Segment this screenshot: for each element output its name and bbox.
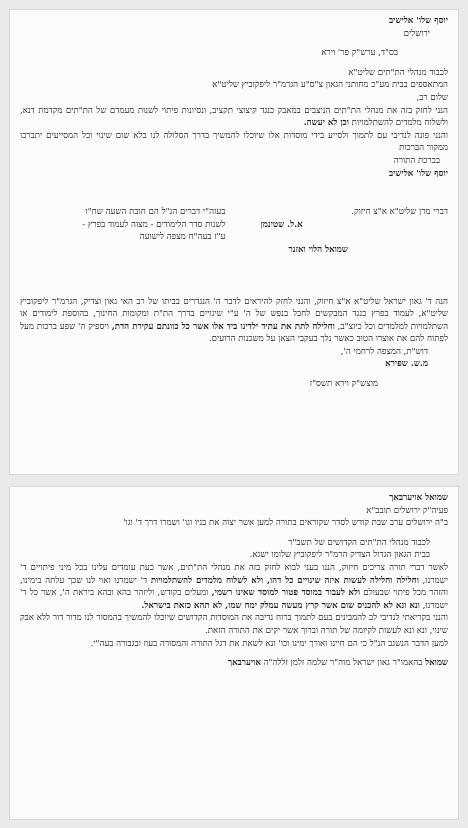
letter-paragraph: לאשר דברי תורה צריכים חיזוק, הננו בעני לבוא לחזק בזה את מנהלי הת"תים, אשר כעת עומדים עלינו בכל מיני פיתויים ד' ישמרנו, וחלילה וחלילה לעשות איזה שינויים כל דהו, ולא לשלוח מלמדים להשתלמויות ד' ישמרנו ואוי לנו שכך עלתה בימינו, והזהר מכל פיתוי שבעולם ולא לעבור במוסד פטור למוסד שאינו רשמי, ומעלים בקודש, וליזהר בהא ובהא ביראת ה', אשר כל ד' ישמרנו, ונא ונא לא להכניס שום אשר קרץ מעשה עמלק ימח שמו, לא תהא כזאת בישראל. [20, 562, 448, 611]
letter-date: מוצש"ק וירא תשס"ז [309, 379, 378, 390]
addressee-detail: המתאספים בבית מע"כ מחותני הגאון צ"ס"ע הגרמ"ר ליפקוביץ שליט"א [212, 80, 448, 91]
letter-date: בס"ד, ערש"ק פר' וירא [321, 48, 398, 59]
closing: בברכת התורה [393, 155, 440, 166]
addressee: לכבוד מנהלי הת"תים שליט"א [348, 67, 448, 78]
letter-paragraph: הנני לחזק בזה את מנהלי הת"תים הניצבים במאבק כנגד קיצוצי תקציב, ונסיונות פיתוי לשנות מעמדם של הת"תים מקדמת דנא, ולשלוח מלמדים להשתלמויות וכן לא יעשה. [20, 105, 448, 129]
greeting: שלום רב, [416, 92, 448, 103]
letter-paragraph: והנני פונה לנדיבי עם לתמוך ולסייע בידי מוסדות אלו שיוכלו להמשיך בדרך הסלולה לנו בלא שום שינוי וכל המסייעים יתברכו ממקור הברכות [20, 130, 448, 154]
author-city: ירושלים [403, 28, 430, 39]
letter-paragraph: הנה ד' גאון ישראל שליט"א א"צ חיזוק, והנני לחזק להיראים לדבר ה' הנגדרים בביתו של רב האי גאון וצדיק, הגרמ"ר ליפקוביץ שליט"א, לעמוד בפרץ כנגד המבקשים לחבל בנפש של ה' ע"י שינויים בדרך הת"ת ומקומות החינוך, בהוספת לימודים או השתלמויות למלמדים וכל כיוצ"ב, וחלילה לתת את עתיד ילדינו ביד אלו אשר כל כוונתם עקירת הדת, ויספיק ה' שפע ברכות מעל לפתוח להם את אוצרו הטוב כאשר נלך בעקבי הצאן על משכנות הרועים. [20, 296, 449, 345]
letter-paragraph: למען הדבר הנשגב הנ"ל כי הם חיינו ואורך ימינו וכו' ונא לשאת את דגל התורה והמסורה בעוז ובגבורה בעה"י. [90, 638, 448, 649]
endorsement-left: בעזה"י דברים הנ"ל הם חובת השעה שח"ו לשנות סדר הלימודים - מצוה לעמוד בפרץ - ע"ז בעה"ח מצפה לישועה [82, 207, 226, 243]
signature: מ.ש. שפירא [385, 359, 428, 370]
endorsement-right: דברי מרן שליט"א א"צ חיזוק. א.ל. שטינמן [243, 206, 448, 244]
author-name: שמואל אויערבאך [389, 493, 448, 503]
signature: יוסף שלו' אלישיב [389, 168, 448, 179]
letter-date: ב"ה ירושלים ערב שבת קודש לסדר שקוראים בתורה למען אשר יצוה את בניו וגו' ושמרו דרך ד' וגו' [123, 518, 448, 529]
signature-line: שמואל בהאמו"ר גאון ישראל מוה"ר שלמה זלמן זללה"ה אויערבאך [227, 658, 448, 669]
letter-paragraph: והנני בקריאתי לנדיבי לב להמבינים בעם לתמוך ברוח נדיבה את המוסדות הקדושים שיוכלו להמשיך בהמסור לנו מדור דור ללא אבק שינוי, ונא ונא לעשות לקיומה של תורה וברוך אשר יקים את התורה הזאת. [20, 613, 448, 636]
letters-card-top [9, 9, 459, 475]
letters-card-bottom [9, 486, 459, 820]
signature: א.ל. שטינמן [260, 219, 303, 230]
author-address: פעיה"ק ירושלים תובב"א [366, 505, 448, 516]
addressee-detail: בבית הגאון הגדול הצדיק הרמ"ר ליפקוביץ שלומו ישגא. [249, 550, 430, 561]
addressee: לכבוד מנהלי הת"תים הקדושים של תשב"ר [288, 537, 430, 548]
closing: דוש"ת, המצפה לרחמי ה', [340, 346, 428, 357]
endorsement-columns [20, 206, 448, 244]
signature: שמואל הלוי ואזנר [288, 244, 348, 255]
author-name: יוסף שלו' אלישיב [389, 16, 448, 26]
